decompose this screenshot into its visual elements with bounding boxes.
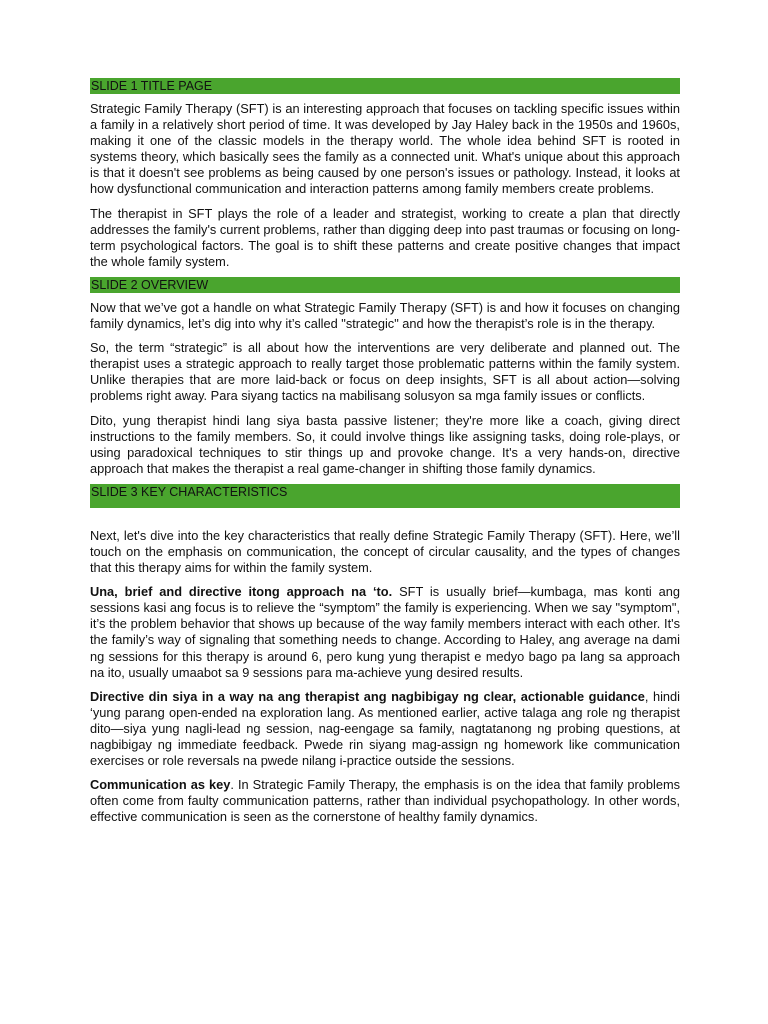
- slide-2-paragraph-3: Dito, yung therapist hindi lang siya basta passive listener; they're more like a coach, giving direct instructions to the family members. So, it could involve things like assigning tasks, doing role-plays, or using paradoxical techniques to stir things up and provoke change. It's a very hands-on, directive approach that makes the therapist a real game-changer in shifting those family dynamics.: [90, 412, 680, 476]
- slide-3-paragraph-3: [90, 689, 680, 769]
- document-body: [90, 78, 680, 825]
- slide-2-heading: SLIDE 2 OVERVIEW: [90, 277, 680, 293]
- slide-3-paragraph-1: Next, let's dive into the key characteristics that really define Strategic Family Therapy (SFT). Here, we’ll touch on the emphasis on communication, the concept of circular causality, and the types of changes that this therapy aims for within the family system.: [90, 527, 680, 576]
- paragraph-body: SFT is usually brief—kumbaga, mas konti ang sessions kasi ang focus is to relieve the “symptom” the family is experiencing. When we say "symptom", it’s the problem behavior that shows up because of the way family members interact with each other. It's the family’s way of signaling that something needs to change. According to Haley, ang average na dami ng sessions for this therapy is around 6, pero kung yung therapist e medyo bago pa lang sa approach na ito, usually umaabot sa 9 sessions para ma-achieve yung desired results.: [90, 584, 680, 680]
- slide-2-paragraph-1: Now that we’ve got a handle on what Strategic Family Therapy (SFT) is and how it focuses on changing family dynamics, let’s dig into why it’s called "strategic" and how the therapist’s role is in the therapy.: [90, 299, 680, 332]
- slide-2-paragraph-2: So, the term “strategic” is all about how the interventions are very deliberate and planned out. The therapist uses a strategic approach to really target those problematic patterns within the family system. Unlike therapies that are more laid-back or focus on deep insights, SFT is all about action—solving problems right away. Para siyang tactics na mabilisang solusyon sa mga family issues or conflicts.: [90, 340, 680, 404]
- slide-3-paragraph-4: [90, 777, 680, 825]
- slide-1-heading: SLIDE 1 TITLE PAGE: [90, 78, 680, 94]
- paragraph-lead-bold: Communication as key: [90, 777, 231, 793]
- slide-3-paragraph-2: [90, 584, 680, 681]
- paragraph-lead-bold: Directive din siya in a way na ang therapist ang nagbibigay ng clear, actionable guidance: [90, 688, 645, 704]
- paragraph-body: . In Strategic Family Therapy, the emphasis is on the idea that family problems often come from faulty communication patterns, rather than individual psychopathology. In other words, effective communication is seen as the cornerstone of healthy family dynamics.: [90, 777, 680, 825]
- paragraph-body: , hindi ‘yung parang open-ended na exploration lang. As mentioned earlier, active talaga ang role ng therapist dito—siya yung nagli-lead ng session, nag-eengage sa family, nagtatanong ng probing questions, at nagbibigay ng immediate feedback. Pwede rin siyang mag-assign ng homework like communication exercises or role reversals na pwede nilang i-practice outside the sessions.: [90, 688, 681, 769]
- slide-1-paragraph-1: Strategic Family Therapy (SFT) is an interesting approach that focuses on tackling specific issues within a family in a relatively short period of time. It was developed by Jay Haley back in the 1950s and 1960s, making it one of the classic models in the therapy world. The whole idea behind SFT is rooted in systems theory, which basically sees the family as a connected unit. What's unique about this approach is that it doesn't see problems as being caused by one person's issues or pathology. Instead, it looks at how dysfunctional communication and interaction patterns among family members create problems.: [90, 101, 680, 197]
- slide-3-heading: SLIDE 3 KEY CHARACTERISTICS: [90, 484, 680, 508]
- slide-1-paragraph-2: The therapist in SFT plays the role of a leader and strategist, working to create a plan that directly addresses the family's current problems, rather than digging deep into past traumas or focusing on long-term psychological factors. The goal is to shift these patterns and create positive changes that impact the whole family system.: [90, 205, 680, 269]
- paragraph-lead-bold: Una, brief and directive itong approach na ‘to.: [90, 584, 393, 600]
